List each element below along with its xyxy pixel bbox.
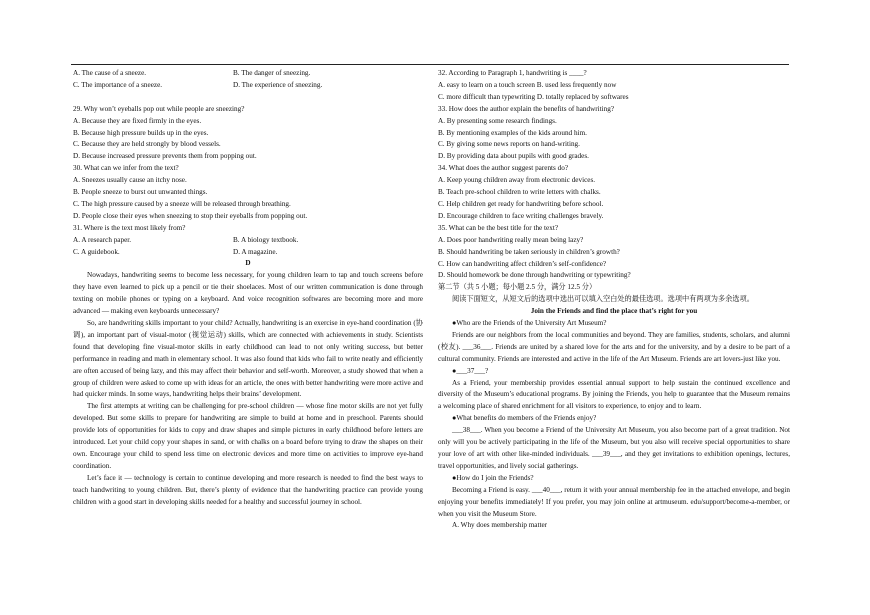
- q31-options-row2: [73, 247, 423, 259]
- left-column: [73, 68, 423, 509]
- q28-options-row2: [73, 80, 423, 92]
- passage-paragraph: The first attempts at writing can be challenging for pre-school children — whose fine motor skills are not yet fully developed. But some skills to prepare for handwriting are simple to build at home and in preschool. Parents should provide lots of opportunities for kids to copy and draw shapes and simple pictures in early childhood before letters are introduced. Let your child copy your shapes in sand, or with chalks on a board before trying to draw the shapes on their own. Encourage your child to spend less time on electronic devices and more time on activities to improve eye-hand coordination.: [73, 402, 423, 470]
- bullet-heading-2: ●___37___?: [452, 366, 489, 375]
- section2-instruction: 阅读下面短文，从短文后的选项中选出可以填入空白处的最佳选项。选项中有两项为多余选项。: [452, 295, 754, 304]
- q33-option-b: B. By mentioning examples of the kids around him.: [438, 128, 587, 137]
- friends-paragraph-1: Friends are our neighbors from the local communities and beyond. They are families, students, scholars, and alumni (校友). ___36___. Friends are united by a shared love for the arts and for the university, and by a desire to be part of a cultural community. Friends are interested and active in the life of the Art Museum. Friends are art lovers-just like you.: [438, 330, 790, 363]
- q33-option-d: D. By providing data about pupils with good grades.: [438, 152, 589, 161]
- q30-stem: 30. What can we infer from the text?: [73, 164, 179, 173]
- q32-options-cd: C. more difficult than typewriting D. totally replaced by softwares: [438, 92, 629, 101]
- friends-paragraph-4: Becoming a Friend is easy. ___40___, return it with your annual membership fee in the attached envelope, and begin enjoying your benefits immediately! If you prefer, you may join online at artmuseum. edu/support/become-a-member, or when you visit the Museum Store.: [438, 485, 790, 518]
- q29-option-d: D. Because increased pressure prevents them from popping out.: [73, 152, 257, 161]
- q31-option-d: D. A magazine.: [233, 247, 278, 256]
- q28-option-c: C. The importance of a sneeze.: [73, 80, 163, 89]
- q31-stem: 31. Where is the text most likely from?: [73, 223, 186, 232]
- q29-stem: 29. Why won’t eyeballs pop out while people are sneezing?: [73, 104, 245, 113]
- passage-paragraph: Nowadays, handwriting seems to become less necessary, for young children learn to tap and touch screens before they have even learned to pick up a pencil or tie their shoelaces. Most of our written communication is done through texting on mobile phones or typing on a keyboard. And voice recognition softwares are becoming more and more advanced — making even keyboards unnecessary?: [73, 271, 423, 316]
- q35-option-b: B. Should handwriting be taken seriously in children’s growth?: [438, 247, 620, 256]
- q33-option-c: C. By giving some news reports on hand-writing.: [438, 140, 580, 149]
- right-column: [438, 68, 790, 532]
- bullet-heading-3: ●What benefits do members of the Friends enjoy?: [452, 414, 597, 423]
- bullet-heading-1: ●Who are the Friends of the University Art Museum?: [452, 319, 607, 328]
- q29-option-c: C. Because they are held strongly by blood vessels.: [73, 140, 221, 149]
- q28-option-a: A. The cause of a sneeze.: [73, 69, 147, 77]
- q31-options-row1: [73, 235, 423, 247]
- q34-option-d: D. Encourage children to face writing challenges bravely.: [438, 211, 604, 220]
- q30-option-b: B. People sneeze to burst out unwanted things.: [73, 188, 208, 197]
- q30-option-d: D. People close their eyes when sneezing to stop their eyeballs from popping out.: [73, 211, 308, 220]
- q35-stem: 35. What can be the best title for the text?: [438, 223, 559, 232]
- q30-option-a: A. Sneezes usually cause an itchy nose.: [73, 176, 187, 185]
- q32-stem: 32. According to Paragraph 1, handwriting is ____?: [438, 69, 587, 77]
- q28-options-row1: [73, 68, 423, 80]
- q35-option-a: A. Does poor handwriting really mean being lazy?: [438, 235, 584, 244]
- q29-option-a: A. Because they are fixed firmly in the eyes.: [73, 116, 202, 125]
- friends-paragraph-2: As a Friend, your membership provides essential annual support to help sustain the continued excellence and diversity of the Museum’s educational programs. By joining the Friends, you help to guarantee that the Museum remains a welcoming place of shared enrichment for all visitors to experience, to enjoy and to learn.: [438, 378, 790, 411]
- q35-option-d: D. Should homework be done through handwriting or typewriting?: [438, 271, 631, 280]
- passage-paragraph: So, are handwriting skills important to your child? Actually, handwriting is an exercise in eye-hand coordination (协调), an important part of visual-motor (视觉运动) skills, which are connected with achievements in study. Scientists found that developing fine visual-motor skills in early childhood can lead to not only writing success, but better performance in reading and math in elementary school. It was also found that kids who fail to write neatly and efficiently are often accused of being lazy, and this may affect their behavior and self-worth. Moreover, a study showed that when a group of children were asked to come up with ideas for an article, the ones with better handwriting were more active and had quicker minds. In some ways, handwriting helps their brains’ development.: [73, 319, 423, 399]
- last-option: A. Why does membership matter: [452, 521, 548, 530]
- passage-title: Join the Friends and find the place that’s right for you: [530, 307, 698, 316]
- section2-header: 第二节（共 5 小题；每小题 2.5 分，满分 12.5 分）: [438, 283, 597, 292]
- q31-option-c: C. A guidebook.: [73, 247, 120, 256]
- header-rule: [71, 64, 789, 65]
- q34-stem: 34. What does the author suggest parents do?: [438, 164, 569, 173]
- q34-option-c: C. Help children get ready for handwriting before school.: [438, 199, 604, 208]
- q33-option-a: A. By presenting some research findings.: [438, 116, 557, 125]
- q34-option-a: A. Keep young children away from electronic devices.: [438, 176, 596, 185]
- q29-option-b: B. Because high pressure builds up in the eyes.: [73, 128, 209, 137]
- q28-option-b: B. The danger of sneezing.: [233, 69, 311, 77]
- bullet-heading-4: ●How do I join the Friends?: [452, 473, 534, 482]
- q33-stem: 33. How does the author explain the benefits of handwriting?: [438, 104, 615, 113]
- q28-option-d: D. The experience of sneezing.: [233, 80, 323, 89]
- q30-option-c: C. The high pressure caused by a sneeze will be released through breathing.: [73, 199, 291, 208]
- section-letter: D: [245, 259, 251, 268]
- q31-option-a: A. A research paper.: [73, 235, 132, 244]
- passage-paragraph: Let’s face it — technology is certain to continue developing and more research is needed to find the best ways to teach handwriting to young children. But, there’s plenty of evidence that the handwriting practice can provide young children with a good start in developing skills needed for a healthy and successful journey in school.: [73, 473, 423, 506]
- q34-option-b: B. Teach pre-school children to write letters with chalks.: [438, 188, 601, 197]
- q35-option-c: C. How can handwriting affect children’s self-confidence?: [438, 259, 607, 268]
- q32-options-ab: A. easy to learn on a touch screen B. used less frequently now: [438, 80, 617, 89]
- friends-paragraph-3: ___38___. When you become a Friend of the University Art Museum, you also become part of a great tradition. Not only will you be actively participating in the life of the Museum, but you also will receive special opportunities to share your love of art with other like-minded individuals. ___39___, and they get invitations to exhibition openings, lectures, travel opportunities, and lively social gatherings.: [438, 426, 790, 470]
- q31-option-b: B. A biology textbook.: [233, 235, 299, 244]
